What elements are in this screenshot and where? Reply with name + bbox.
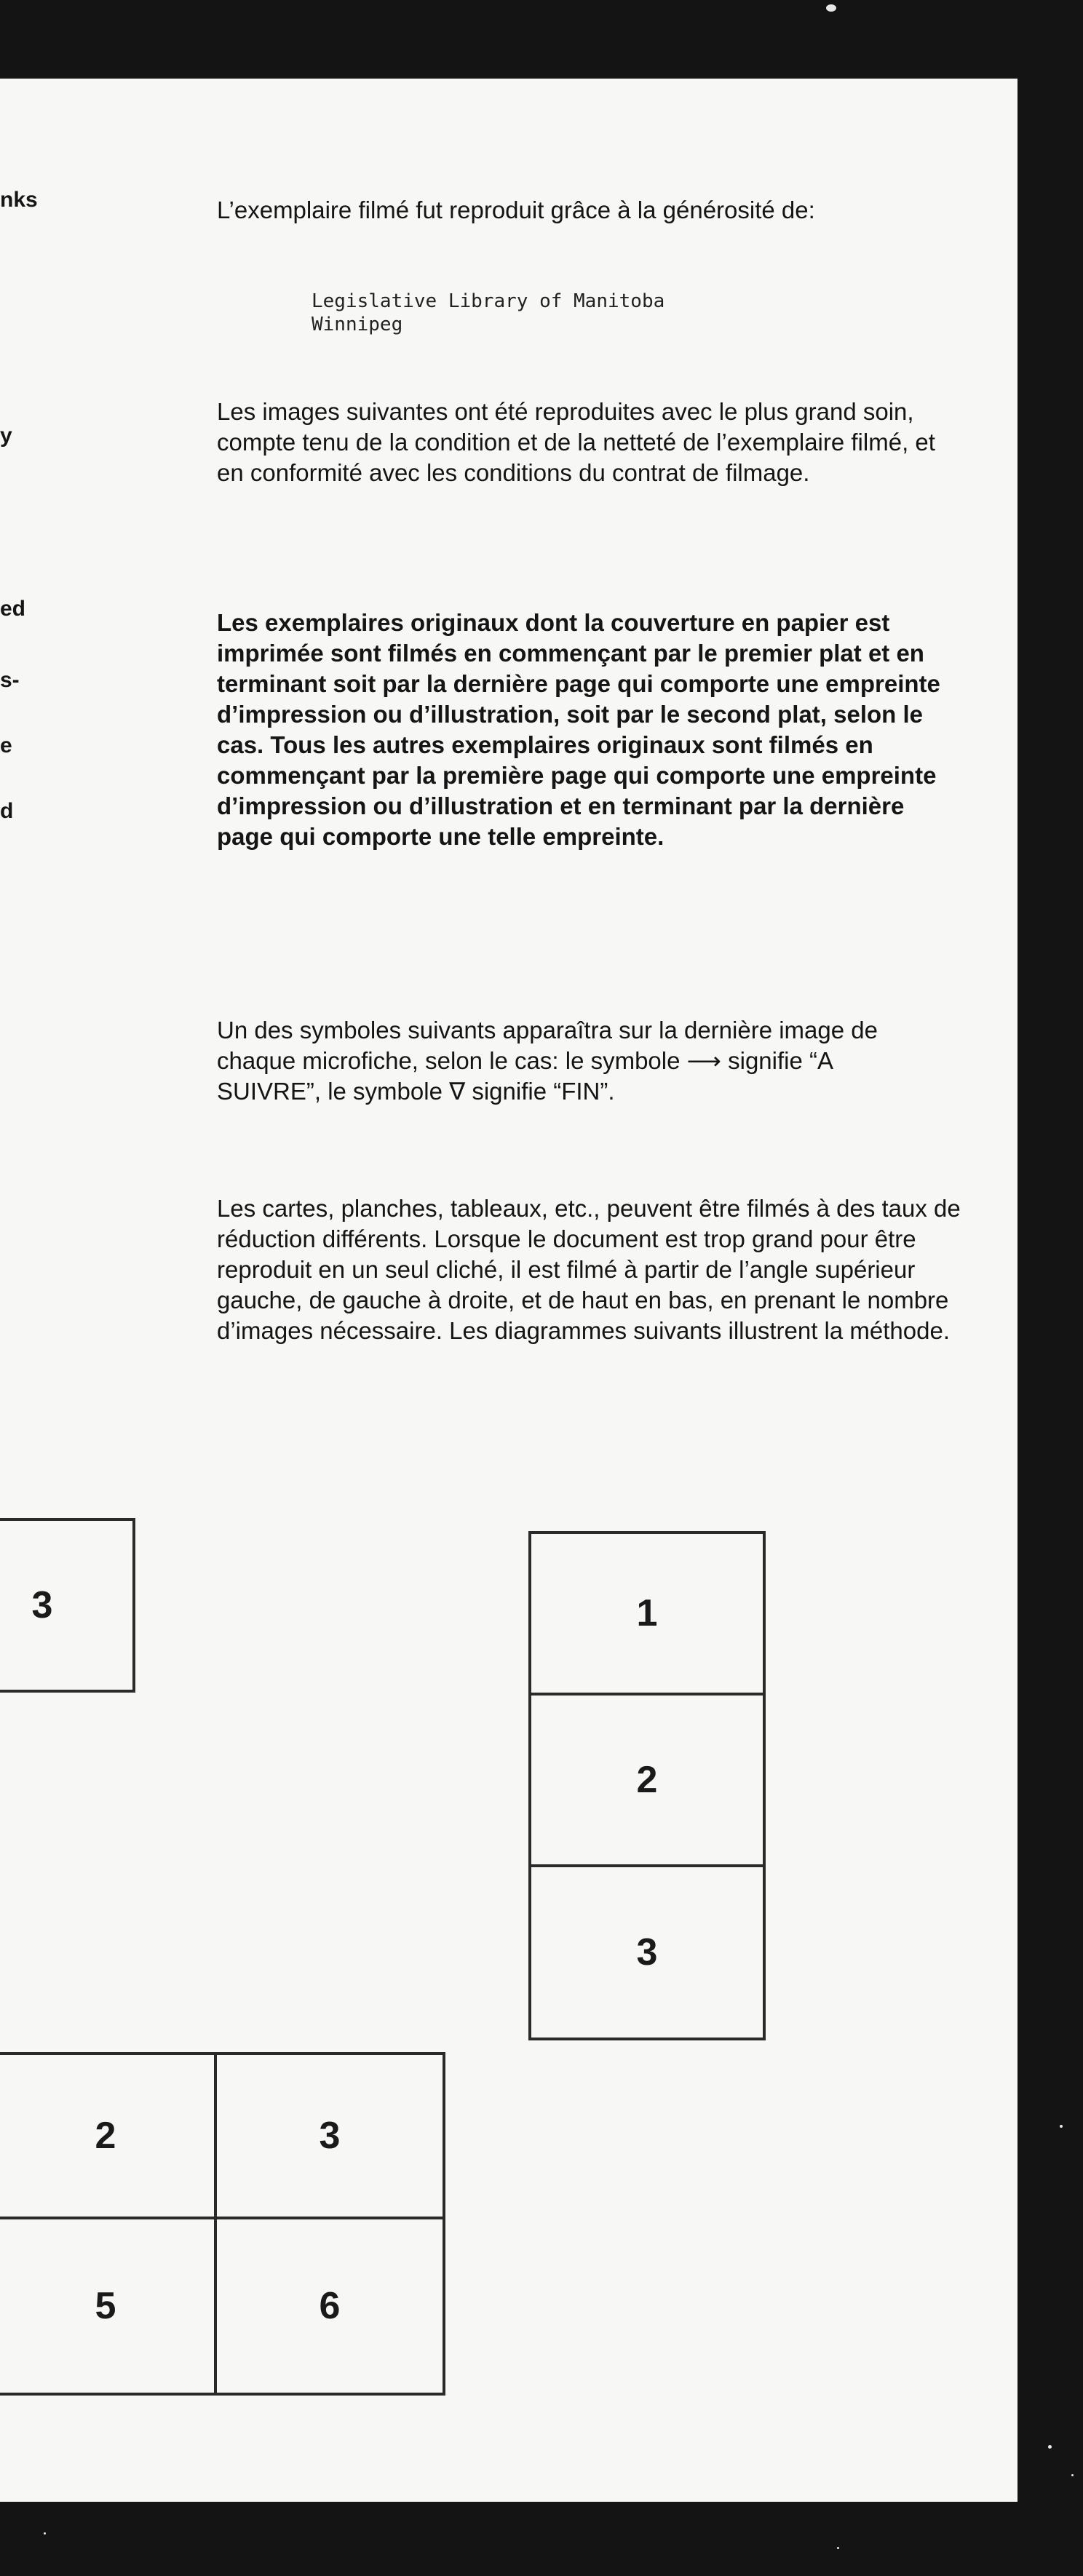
left-fragment-3: ed: [0, 597, 26, 621]
left-fragment-6: d: [0, 799, 14, 823]
paragraph-reproduction-thanks: L’exemplaire filmé fut reproduit grâce à la générosité de:: [217, 196, 815, 223]
diagram-vertical-cell-1: 1: [636, 1592, 658, 1634]
left-fragment-4: s-: [0, 668, 20, 692]
library-name: [312, 290, 665, 336]
scan-speck: [44, 2532, 46, 2535]
paragraph-method: Les cartes, planches, tableaux, etc., peuvent être filmés à des taux de réduction différents. Lorsque le document est trop grand pour être reproduit en un seul cliché, il est filmé à partir de l’angle supérieur gauche, de gauche à droite, et de haut en bas, en prenant le nombre d’images nécessaire. Les diagrammes suivants illustrent la méthode.: [217, 1195, 961, 1344]
paragraph-symbols: Un des symboles suivants apparaîtra sur la dernière image de chaque microfiche, selon le cas: le symbole ⟶ signifie “A SUIVRE”, le symbole ∇ signifie “FIN”.: [217, 1017, 878, 1105]
scan-speck: [1048, 2445, 1052, 2449]
diagram-grid-cell-2: 2: [95, 2115, 116, 2157]
left-fragment-2: y: [0, 424, 12, 448]
scan-speck: [837, 2547, 839, 2549]
library-line-2: Winnipeg: [312, 314, 403, 335]
paragraph-originals: Les exemplaires originaux dont la couverture en papier est imprimée sont filmés en commençant par le premier plat et en terminant soit par la dernière page qui comporte une empreinte d’impression ou d’illustration, soit par le second plat, selon le cas. Tous les autres exemplaires originaux sont filmés en commençant par la première page qui comporte une empreinte d’impression ou d’illustration et en terminant par la dernière page qui comporte une telle empreinte.: [217, 609, 940, 850]
library-line-1: Legislative Library of Manitoba: [312, 290, 665, 312]
diagram-grid-cell-6: 6: [319, 2285, 341, 2327]
scan-speck: [826, 4, 836, 12]
diagram-vertical-cell-3: 3: [636, 1931, 658, 1973]
paragraph-image-quality: Les images suivantes ont été reproduites avec le plus grand soin, compte tenu de la condition et de la netteté de l’exemplaire filmé, et en conformité avec les conditions du contrat de filmage.: [217, 398, 935, 486]
left-fragment-1: nks: [0, 188, 38, 212]
diagram-grid-cell-5: 5: [95, 2285, 116, 2327]
scan-speck: [1060, 2125, 1063, 2128]
diagram-vertical-cell-2: 2: [636, 1759, 658, 1801]
diagram-grid-cell-3: 3: [319, 2115, 341, 2157]
diagram-left-box-number: 3: [31, 1584, 53, 1626]
left-fragment-5: e: [0, 734, 12, 758]
diagram-left-box: [0, 1518, 135, 1693]
scan-speck: [1071, 2474, 1074, 2476]
